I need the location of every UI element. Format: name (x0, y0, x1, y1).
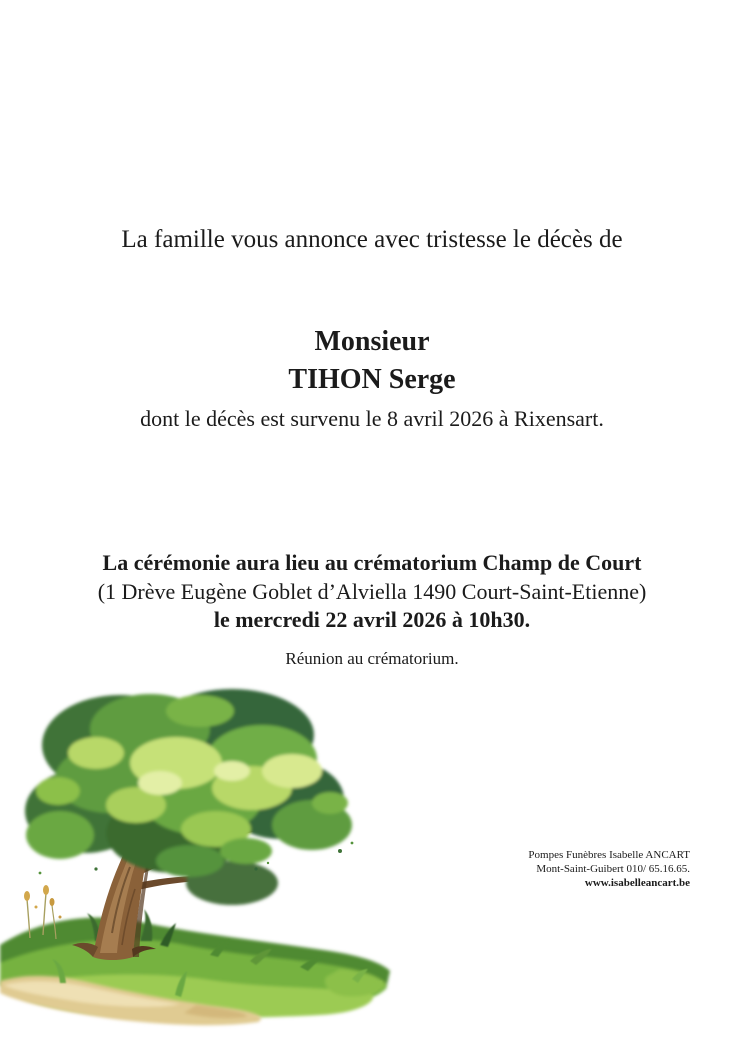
tree-illustration (0, 683, 400, 1049)
funeral-home-contact: Mont-Saint-Guibert 010/ 65.16.65. (536, 863, 690, 876)
funeral-home-name: Pompes Funèbres Isabelle ANCART (528, 849, 690, 861)
gathering-note: Réunion au crématorium. (285, 649, 459, 668)
ceremony-datetime: le mercredi 22 avril 2026 à 10h30. (213, 607, 531, 632)
deceased-title: Monsieur (314, 326, 430, 357)
tree-canopy (25, 689, 352, 905)
death-details: dont le décès est survenu le 8 avril 2026 à Rixensart. (140, 406, 604, 431)
funeral-home-website: www.isabelleancart.be (584, 877, 690, 890)
announcement-intro: La famille vous annonce avec tristesse le décès de (121, 226, 623, 253)
ceremony-address: (1 Drève Eugène Goblet d’Alviella 1490 Court-Saint-Etienne) (97, 578, 647, 604)
ceremony-location: La cérémonie aura lieu au crématorium Champ de Court (102, 550, 642, 575)
ceremony-block (0, 549, 744, 635)
watercolor-tree-svg (0, 683, 400, 1049)
deceased-name: TIHON Serge (288, 364, 456, 395)
funeral-home-block (528, 848, 690, 891)
